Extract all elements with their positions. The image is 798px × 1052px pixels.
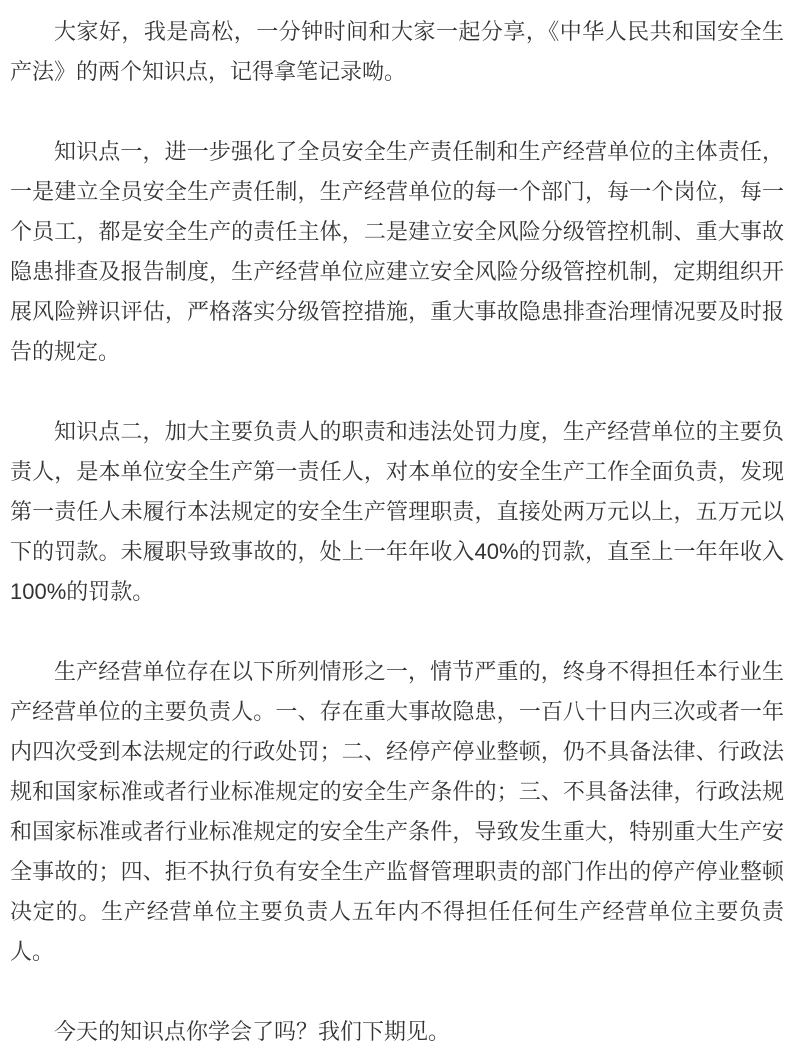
paragraph-knowledge-point-2: 知识点二，加大主要负责人的职责和违法处罚力度，生产经营单位的主要负责人，是本单位安全生产第一责任人，对本单位的安全生产工作全面负责，发现第一责任人未履行本法规定的安全生产管理职责，直接处两万元以上，五万元以下的罚款。未履职导致事故的，处上一年年收入40%的罚款，直至上一年年收入100%的罚款。 xyxy=(10,419,784,604)
paragraph-intro: 大家好，我是高松，一分钟时间和大家一起分享，《中华人民共和国安全生产法》的两个知识点，记得拿笔记录呦。 xyxy=(10,19,784,84)
paragraph-outro: 今天的知识点你学会了吗？我们下期见。 xyxy=(54,1019,451,1044)
paragraph-knowledge-point-1: 知识点一，进一步强化了全员安全生产责任制和生产经营单位的主体责任，一是建立全员安全生产责任制，生产经营单位的每一个部门，每一个岗位，每一个员工，都是安全生产的责任主体，二是建立安全风险分级管控机制、重大事故隐患排查及报告制度，生产经营单位应建立安全风险分级管控机制，定期组织开展风险辨识评估，严格落实分级管控措施，重大事故隐患排查治理情况要及时报告的规定。 xyxy=(10,139,784,364)
paragraph-disqualification-situations: 生产经营单位存在以下所列情形之一，情节严重的，终身不得担任本行业生产经营单位的主要负责人。一、存在重大事故隐患，一百八十日内三次或者一年内四次受到本法规定的行政处罚；二、经停产停业整顿，仍不具备法律、行政法规和国家标准或者行业标准规定的安全生产条件的；三、不具备法律，行政法规和国家标准或者行业标准规定的安全生产条件，导致发生重大，特别重大生产安全事故的；四、拒不执行负有安全生产监督管理职责的部门作出的停产停业整顿决定的。生产经营单位主要负责人五年内不得担任任何生产经营单位主要负责人。 xyxy=(10,659,784,964)
